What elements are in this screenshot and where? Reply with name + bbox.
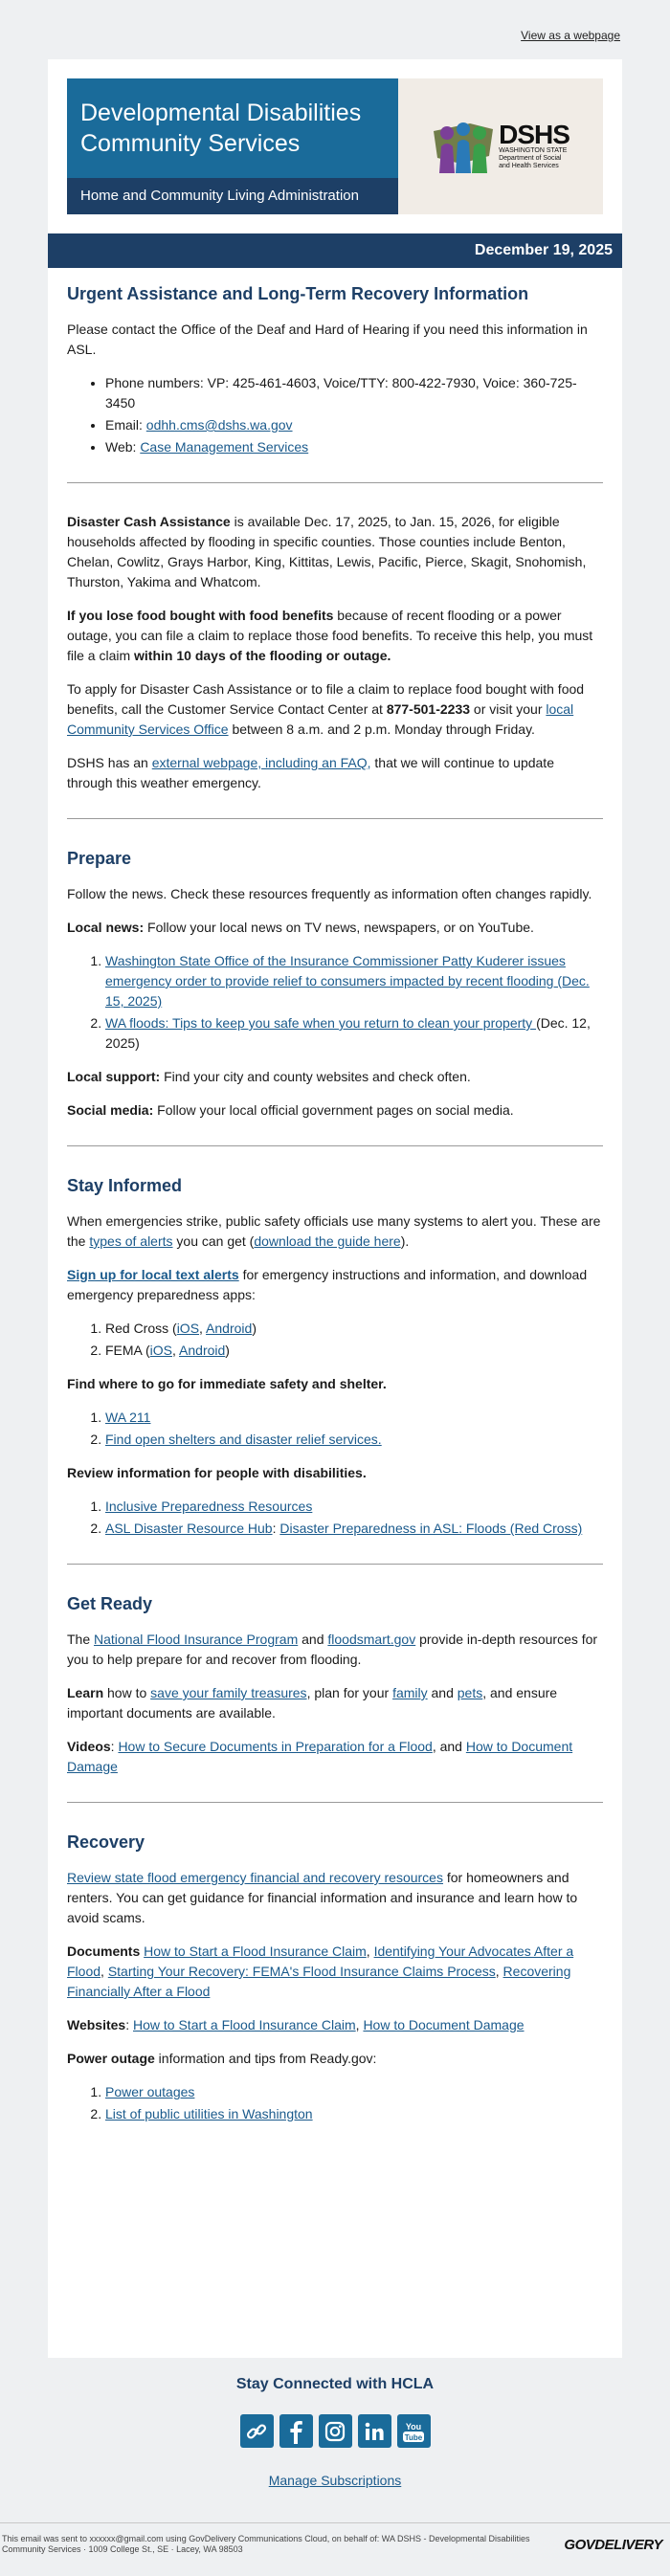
nfip-text-c: provide in-depth resources for you to help prepare for and recover from flooding. [67, 1632, 598, 1667]
list-item [105, 2104, 603, 2124]
websites-bold: Websites [67, 2017, 126, 2032]
divider [67, 818, 603, 819]
fema-ios-link[interactable]: iOS [149, 1343, 173, 1358]
list-item [105, 1319, 603, 1339]
download-guide-link[interactable]: download the guide here [254, 1233, 401, 1249]
manage-subscriptions-link[interactable]: Manage Subscriptions [268, 2473, 402, 2488]
separator: , [199, 1321, 207, 1336]
news-list [105, 951, 603, 1054]
start-claim-web-link[interactable]: How to Start a Flood Insurance Claim [133, 2017, 356, 2032]
videos-paragraph [67, 1737, 603, 1777]
alerts-text-a: When emergencies strike, public safety officials use many systems to alert you. These are the [67, 1213, 601, 1249]
banner-title [67, 78, 398, 178]
power-outages-link[interactable]: Power outages [105, 2084, 195, 2099]
find-shelters-link[interactable]: Find open shelters and disaster relief services. [105, 1432, 382, 1447]
faq-paragraph [67, 753, 603, 793]
document-damage-web-link[interactable]: How to Document Damage [363, 2017, 525, 2032]
alerts-text-b: you can get ( [172, 1233, 255, 1249]
divider [67, 1802, 603, 1803]
cash-assistance-paragraph [67, 512, 603, 592]
logo-line2: Department of Social [499, 155, 562, 162]
learn-text-d: , and ensure important documents are available. [67, 1685, 558, 1721]
nfip-link[interactable]: National Flood Insurance Program [94, 1632, 299, 1647]
disclaimer-text: This email was sent to xxxxxx@gmail.com using GovDelivery Communications Cloud, on behalf of: WA DSHS - Developmental Disabilities Community Services · 1009 College St., SE · Lacey, WA 98503 [2, 2534, 530, 2554]
food-bold: If you lose food bought with food benefits [67, 608, 334, 623]
social-media-text: Follow your local official government pages on social media. [153, 1102, 514, 1118]
facebook-glyph [285, 2419, 306, 2444]
documents-bold: Documents [67, 1943, 141, 1959]
apply-text-b: or visit your [470, 701, 547, 717]
youtube-glyph [401, 2419, 426, 2444]
websites-paragraph [67, 2015, 603, 2035]
date-bar: December 19, 2025 [48, 233, 622, 268]
videos-text-b: , and [432, 1739, 466, 1754]
svg-text:Tube: Tube [404, 2432, 423, 2442]
text-alerts-paragraph [67, 1265, 603, 1305]
identify-advocates-link[interactable]: Identifying Your Advocates After a Flood [67, 1943, 574, 1979]
power-list [105, 2082, 603, 2124]
instagram-icon[interactable] [319, 2414, 352, 2448]
list-item [105, 951, 603, 1011]
power-outage-bold: Power outage [67, 2051, 155, 2066]
community-services-office-link[interactable]: local Community Services Office [67, 701, 574, 737]
youtube-icon[interactable] [397, 2414, 431, 2448]
external-faq-link[interactable]: external webpage, including an FAQ, [151, 755, 371, 770]
logo-name: DSHS [499, 120, 570, 149]
learn-text-b: , plan for your [306, 1685, 393, 1700]
state-recovery-resources-link[interactable]: Review state flood emergency financial and recovery resources [67, 1870, 443, 1885]
logo-line3: and Health Services [499, 163, 559, 169]
asl-intro: Please contact the Office of the Deaf and Hard of Hearing if you need this information in ASL. [67, 322, 588, 357]
local-support-bold: Local support: [67, 1069, 161, 1084]
newsletter-content [48, 268, 622, 2124]
text-alerts-text: for emergency instructions and information, and download emergency preparedness apps: [67, 1267, 588, 1302]
apps-list [105, 1319, 603, 1361]
learn-paragraph [67, 1683, 603, 1723]
fema-claims-process-link[interactable]: Starting Your Recovery: FEMA's Flood Insurance Claims Process [107, 1964, 496, 1979]
sign-up-text-alerts-link[interactable]: Sign up for local text alerts [67, 1267, 239, 1282]
close-paren: ) [252, 1321, 257, 1336]
phone-item: • Phone numbers: VP: 425-461-4603, Voice/TTY: 800-422-7930, Voice: 360-725-3450 [105, 373, 603, 413]
public-utilities-link[interactable]: List of public utilities in Washington [105, 2106, 313, 2121]
contact-list [105, 373, 603, 457]
list-item [105, 1497, 603, 1517]
email-link[interactable]: odhh.cms@dshs.wa.gov [145, 417, 293, 433]
web-label: Web: [105, 439, 141, 455]
stay-connected-heading: Stay Connected with HCLA [235, 2376, 435, 2392]
instagram-glyph [324, 2420, 346, 2443]
red-cross-label: Red Cross ( [105, 1321, 177, 1336]
apply-text-a: To apply for Disaster Cash Assistance or to file a claim to replace food bought with food benefits, call the Customer Service Contact Center at [67, 681, 585, 717]
pets-link[interactable]: pets [457, 1685, 483, 1700]
header-banner [67, 78, 603, 214]
social-media-paragraph [67, 1100, 603, 1121]
dshs-logo-area [398, 78, 603, 214]
recovery-resources-paragraph [67, 1868, 603, 1928]
disabilities-heading [67, 1463, 603, 1483]
flood-tips-link[interactable]: WA floods: Tips to keep you safe when you return to clean your property [105, 1015, 537, 1031]
case-management-link[interactable]: Case Management Services [140, 439, 309, 455]
separator: , [366, 1943, 374, 1959]
list-item [105, 1341, 603, 1361]
start-claim-doc-link[interactable]: How to Start a Flood Insurance Claim [144, 1943, 367, 1959]
facebook-icon[interactable] [279, 2414, 313, 2448]
family-link[interactable]: family [392, 1685, 428, 1700]
flood-insurance-paragraph [67, 1630, 603, 1670]
web-item [105, 437, 603, 457]
cash-text: is available Dec. 17, 2025, to Jan. 15, 2026, for eligible households affected by flooding in specific counties. Those counties include Benton, Chelan, Cowlitz, Grays Harbor, King, Kittitas, Lewis, Pacific, Pierce, Skagit, Snohomish, Thurston, Yakima and Whatcom. [67, 514, 587, 589]
alerts-text-c: ). [400, 1233, 410, 1249]
fema-android-link[interactable]: Android [179, 1343, 226, 1358]
banner-title-line1: Developmental Disabilities [80, 100, 362, 126]
websites-colon: : [125, 2017, 133, 2032]
separator: , [172, 1343, 180, 1358]
banner-subtitle: Home and Community Living Administration [67, 178, 398, 214]
family-treasures-link[interactable]: save your family treasures [150, 1685, 307, 1700]
email-label: Email: [105, 417, 146, 433]
social-links [0, 2414, 670, 2448]
list-item [105, 1430, 603, 1450]
power-outage-text: information and tips from Ready.gov: [154, 2051, 377, 2066]
divider [67, 482, 603, 483]
govdelivery-footer [0, 2522, 670, 2576]
learn-bold: Learn [67, 1685, 104, 1700]
svg-text:You: You [405, 2421, 422, 2432]
nfip-text-a: The [67, 1632, 95, 1647]
separator: , [100, 1964, 108, 1979]
local-news-text: Follow your local news on TV news, newspapers, or on YouTube. [144, 920, 534, 935]
dshs-people-icon [432, 118, 495, 175]
asl-hub-link[interactable]: ASL Disaster Resource Hub [105, 1521, 273, 1536]
banner-title-block [67, 78, 398, 214]
divider [67, 1564, 603, 1565]
floodsmart-link[interactable]: floodsmart.gov [327, 1632, 416, 1647]
list-item [105, 1408, 603, 1428]
shelter-list [105, 1408, 603, 1450]
food-deadline: within 10 days of the flooding or outage. [134, 648, 391, 663]
list-item [105, 1519, 603, 1539]
shelter-heading [67, 1374, 603, 1394]
stay-informed-heading: Stay Informed [67, 1176, 183, 1195]
faq-text-a: DSHS has an [67, 755, 152, 770]
recovering-financially-link[interactable]: Recovering Financially After a Flood [67, 1964, 571, 1999]
learn-text-a: how to [103, 1685, 151, 1700]
inclusive-preparedness-link[interactable]: Inclusive Preparedness Resources [105, 1499, 313, 1514]
linkedin-glyph [363, 2420, 386, 2443]
list-item [105, 2082, 603, 2102]
local-news-paragraph [67, 918, 603, 938]
red-cross-android-link[interactable]: Android [206, 1321, 253, 1336]
local-support-text: Find your city and county websites and check often. [160, 1069, 471, 1084]
apply-text-c: between 8 a.m. and 2 p.m. Monday through Friday. [228, 722, 535, 737]
local-news-bold: Local news: [67, 920, 145, 935]
videos-colon: : [110, 1739, 119, 1754]
shelter-heading-text: Find where to go for immediate safety and shelter. [67, 1376, 387, 1391]
insurance-order-link[interactable]: Washington State Office of the Insurance Commissioner Patty Kuderer issues emergency order to provide relief to consumers impacted by recent flooding (Dec. 15, 2025) [105, 953, 590, 1009]
prepare-intro: Follow the news. Check these resources frequently as information often changes rapidly. [67, 886, 592, 901]
types-of-alerts-link[interactable]: types of alerts [89, 1233, 173, 1249]
social-media-bold: Social media: [67, 1102, 154, 1118]
top-bar [0, 0, 670, 59]
separator: , [355, 2017, 364, 2032]
linkedin-icon[interactable] [358, 2414, 391, 2448]
recovery-heading: Recovery [67, 1832, 145, 1852]
power-outage-paragraph [67, 2049, 603, 2069]
fema-label: FEMA ( [105, 1343, 150, 1358]
separator: , [495, 1964, 503, 1979]
cash-bold: Disaster Cash Assistance [67, 514, 231, 529]
wa211-link[interactable]: WA 211 [105, 1410, 151, 1425]
flood-tips-date: (Dec. 12, 2025) [105, 1015, 591, 1051]
apply-paragraph [67, 679, 603, 740]
contact-center-phone: 877-501-2233 [386, 701, 471, 717]
email-card [48, 59, 622, 2358]
view-as-webpage-link[interactable]: View as a webpage [521, 29, 620, 42]
banner-title-line2: Community Services [80, 130, 301, 157]
urgent-heading: Urgent Assistance and Long-Term Recovery Information [67, 284, 529, 303]
documents-paragraph [67, 1942, 603, 2002]
logo-line1: WASHINGTON STATE [499, 147, 568, 154]
govdelivery-logo: GOVDELIVERY [564, 2537, 662, 2553]
get-ready-heading: Get Ready [67, 1594, 153, 1613]
prepare-heading: Prepare [67, 849, 132, 868]
divider [67, 1145, 603, 1146]
disabilities-heading-text: Review information for people with disabilities. [67, 1465, 367, 1480]
separator: : [272, 1521, 280, 1536]
food-text: because of recent flooding or a power outage, you can file a claim to replace those food benefits. To receive this help, you must file a claim [67, 608, 593, 663]
disabilities-list [105, 1497, 603, 1539]
close-paren: ) [225, 1343, 230, 1358]
learn-text-c: and [427, 1685, 458, 1700]
nfip-text-b: and [298, 1632, 328, 1647]
logo-wordmark [499, 122, 570, 170]
dshs-logo [432, 118, 570, 175]
videos-bold: Videos [67, 1739, 111, 1754]
recovery-resources-text: for homeowners and renters. You can get guidance for financial information and insurance and learn how to avoid scams. [67, 1870, 578, 1925]
alerts-paragraph [67, 1211, 603, 1252]
food-benefits-paragraph [67, 606, 603, 666]
email-item [105, 415, 603, 435]
local-support-paragraph [67, 1067, 603, 1087]
link-icon[interactable] [240, 2414, 274, 2448]
asl-preparedness-link[interactable]: Disaster Preparedness in ASL: Floods (Red Cross) [279, 1521, 583, 1536]
document-damage-video-link[interactable]: How to Document Damage [67, 1739, 573, 1774]
faq-text-b: that we will continue to update through this weather emergency. [67, 755, 554, 790]
secure-documents-video-link[interactable]: How to Secure Documents in Preparation for a Flood [118, 1739, 433, 1754]
list-item [105, 1013, 603, 1054]
red-cross-ios-link[interactable]: iOS [176, 1321, 200, 1336]
chain-link-glyph [245, 2420, 268, 2443]
